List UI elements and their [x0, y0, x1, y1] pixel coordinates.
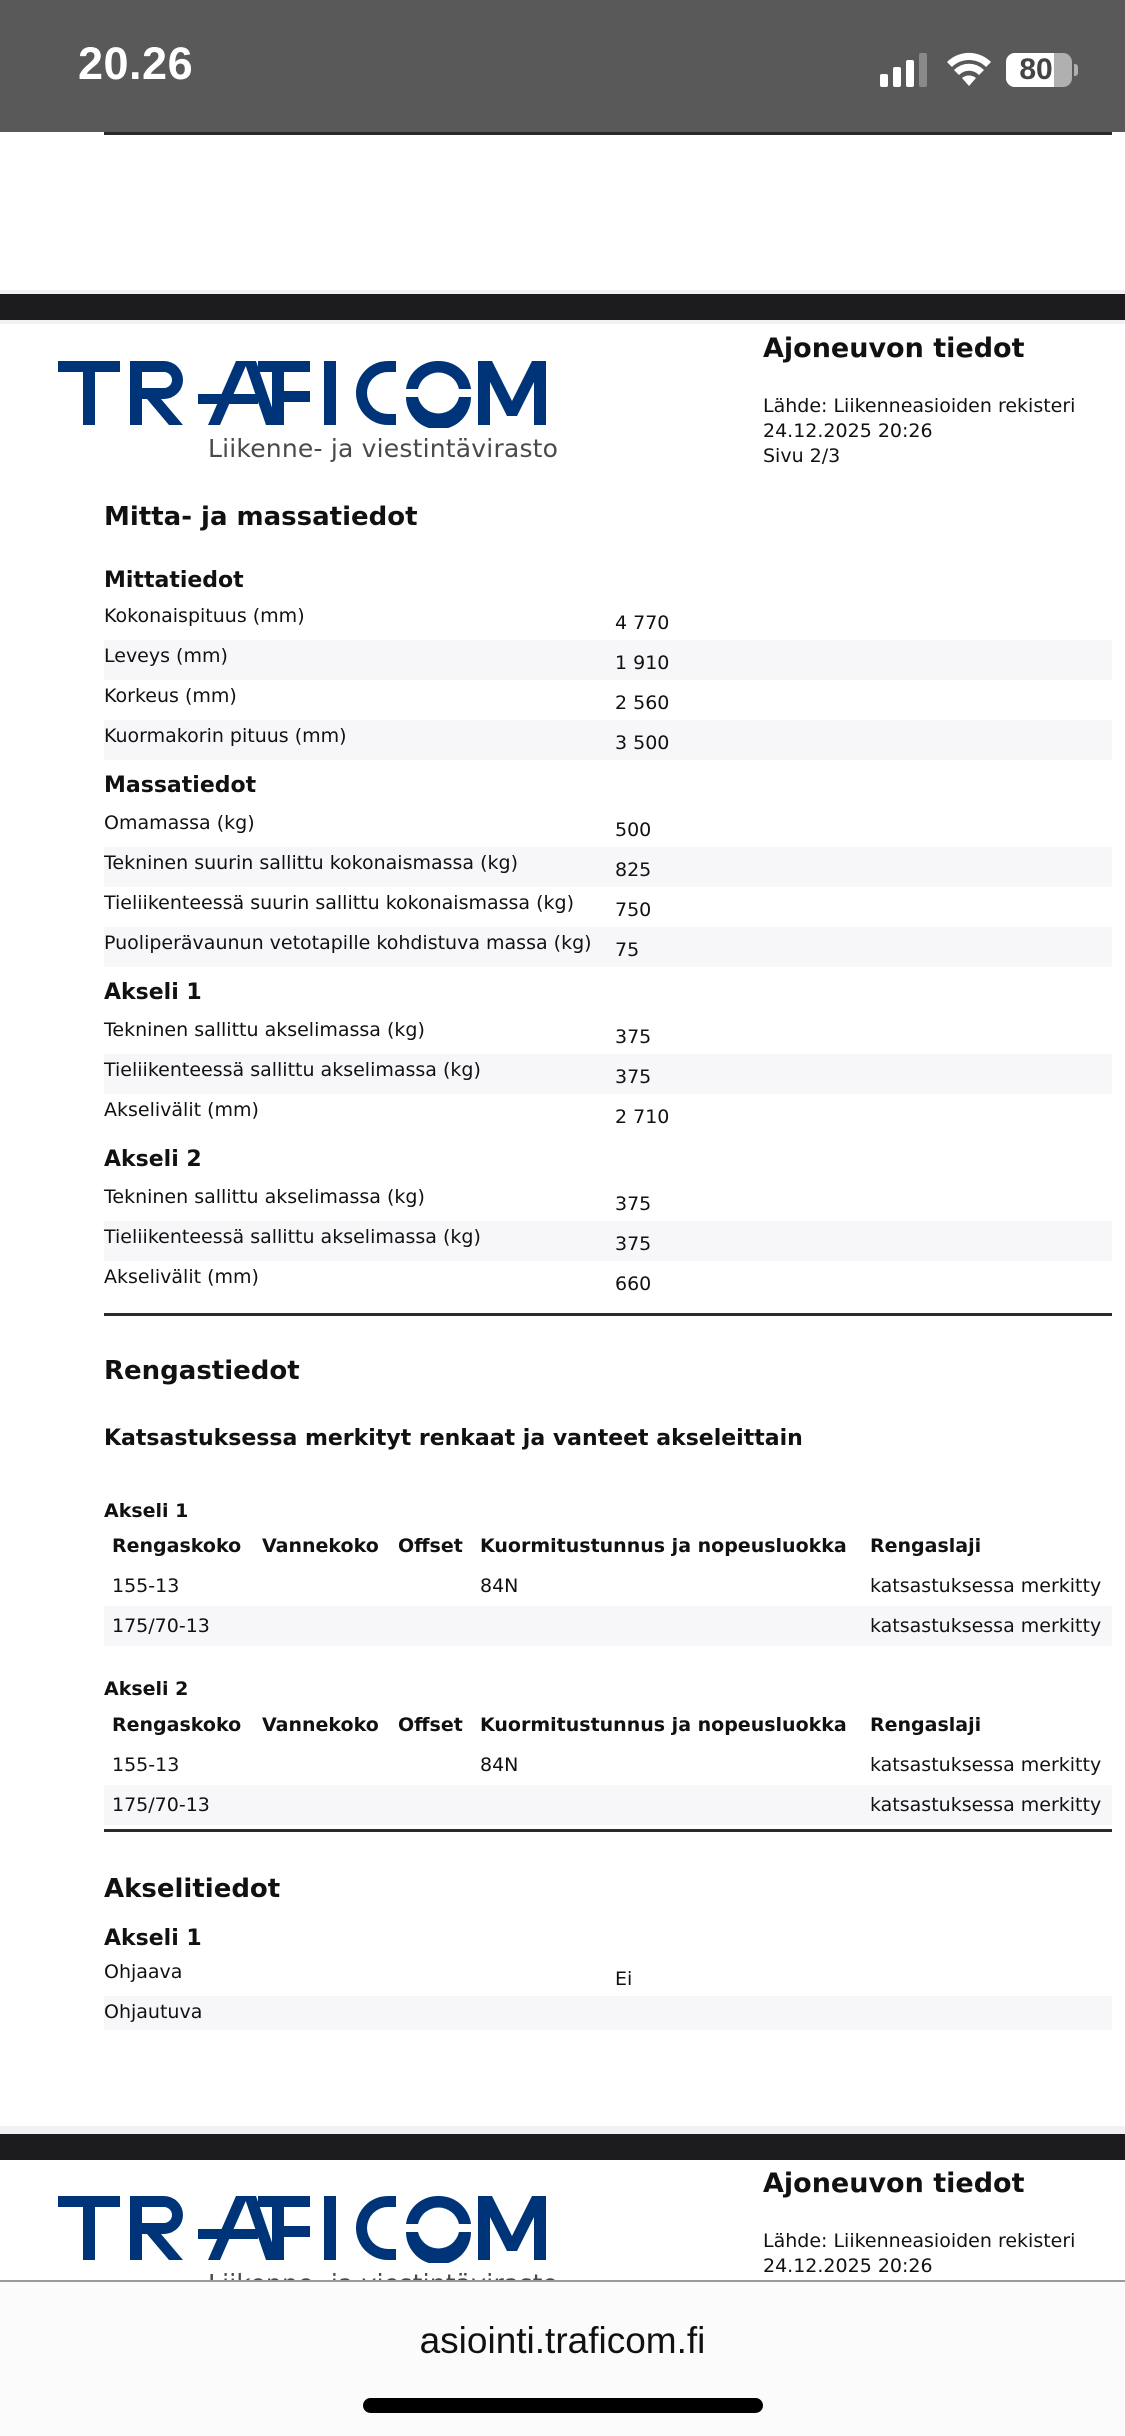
traficom-wordmark-icon [58, 358, 548, 428]
column-header: Rengaslaji [870, 1535, 982, 1557]
document-content [104, 502, 1112, 2030]
row-label: Kuormakorin pituus (mm) [104, 725, 347, 747]
row-value: 375 [615, 1193, 652, 1215]
cell [254, 1566, 390, 1606]
page-separator [0, 2126, 1125, 2160]
data-row [104, 600, 1112, 640]
group-title: Akseli 1 [104, 980, 202, 1005]
data-row [104, 1054, 1112, 1094]
cell [390, 1785, 472, 1825]
cellular-signal-icon [880, 53, 932, 87]
column-header: Offset [398, 1714, 463, 1736]
row-label: Tekninen sallittu akselimassa (kg) [104, 1186, 425, 1208]
document-title: Ajoneuvon tiedot [763, 2168, 1025, 2199]
row-label: Tieliikenteessä sallittu akselimassa (kg) [104, 1226, 481, 1248]
section-title-mitta-massa: Mitta- ja massatiedot [104, 502, 418, 532]
column-header: Rengaskoko [112, 1714, 242, 1736]
data-row [104, 1181, 1112, 1221]
data-row [104, 1014, 1112, 1054]
cell: 84N [480, 1754, 519, 1776]
row-label: Kokonaispituus (mm) [104, 605, 305, 627]
row-label: Tekninen sallittu akselimassa (kg) [104, 1019, 425, 1041]
data-row [104, 1261, 1112, 1301]
row-label: Puoliperävaunun vetotapille kohdistuva massa (kg) [104, 932, 592, 954]
document-header-next-page [763, 2168, 1075, 2279]
data-row [104, 680, 1112, 720]
axle-title: Akseli 1 [104, 1500, 189, 1522]
group-title: Akseli 2 [104, 1147, 202, 1172]
table-header-row [104, 1705, 1112, 1745]
battery-percent: 80 [1019, 53, 1053, 86]
row-label: Korkeus (mm) [104, 685, 237, 707]
table-row [104, 1566, 1112, 1606]
group-title: Massatiedot [104, 773, 257, 798]
row-label: Ohjautuva [104, 2001, 203, 2023]
column-header: Kuormitustunnus ja nopeusluokka [480, 1714, 847, 1736]
previous-page-rule [104, 132, 1112, 135]
status-time: 20.26 [78, 38, 194, 89]
row-label: Akselivälit (mm) [104, 1266, 259, 1288]
cell [472, 1785, 862, 1825]
row-value: 825 [615, 859, 652, 881]
cell: 175/70-13 [104, 1606, 254, 1646]
cell [254, 1745, 390, 1785]
cell: 84N [480, 1575, 519, 1597]
data-row [104, 887, 1112, 927]
data-row [104, 1221, 1112, 1261]
row-label: Leveys (mm) [104, 645, 228, 667]
section-subtitle: Katsastuksessa merkityt renkaat ja vanteet akseleittain [104, 1426, 803, 1451]
home-indicator[interactable] [363, 2398, 763, 2413]
row-label: Ohjaava [104, 1961, 183, 1983]
data-row [104, 807, 1112, 847]
row-label: Omamassa (kg) [104, 812, 255, 834]
cell [390, 1606, 472, 1646]
row-value: 375 [615, 1233, 652, 1255]
cell [254, 1785, 390, 1825]
document-source: Lähde: Liikenneasioiden rekisteri [763, 2230, 1076, 2252]
cell: katsastuksessa merkitty [870, 1754, 1102, 1776]
document-title: Ajoneuvon tiedot [763, 333, 1025, 364]
cell: katsastuksessa merkitty [862, 1606, 1112, 1646]
cell: katsastuksessa merkitty [862, 1785, 1112, 1825]
column-header: Rengaskoko [112, 1535, 242, 1557]
cell: 155-13 [112, 1754, 180, 1776]
cell [472, 1606, 862, 1646]
wifi-icon [946, 52, 992, 88]
data-row [104, 1094, 1112, 1134]
section-title-akselitiedot: Akselitiedot [104, 1874, 281, 1904]
row-label: Tieliikenteessä sallittu akselimassa (kg) [104, 1059, 481, 1081]
column-header: Offset [398, 1535, 463, 1557]
cell [390, 1745, 472, 1785]
column-header: Vannekoko [262, 1714, 379, 1736]
row-value: Ei [615, 1968, 633, 1990]
browser-bottom-bar [0, 2280, 1125, 2436]
table-header-row [104, 1526, 1112, 1566]
cell [254, 1606, 390, 1646]
battery-icon [1006, 53, 1078, 87]
column-header: Vannekoko [262, 1535, 379, 1557]
cell: 155-13 [112, 1575, 180, 1597]
address-bar-url[interactable]: asiointi.traficom.fi [419, 2320, 706, 2361]
page-separator [0, 290, 1125, 324]
traficom-wordmark-icon [58, 2193, 548, 2263]
traficom-logo [58, 358, 559, 463]
traficom-logo-next-page [58, 2193, 548, 2263]
row-value: 75 [615, 939, 640, 961]
row-value: 660 [615, 1273, 652, 1295]
table-row [104, 1745, 1112, 1785]
row-label: Tieliikenteessä suurin sallittu kokonaismassa (kg) [104, 892, 574, 914]
data-row [104, 640, 1112, 680]
axle-title: Akseli 1 [104, 1926, 202, 1951]
tire-table-axle-2 [104, 1705, 1112, 1825]
row-value: 500 [615, 819, 652, 841]
column-header: Kuormitustunnus ja nopeusluokka [480, 1535, 847, 1557]
cell: katsastuksessa merkitty [870, 1575, 1102, 1597]
row-value: 4 770 [615, 612, 670, 634]
row-value: 750 [615, 899, 652, 921]
table-row [104, 1785, 1112, 1825]
row-value: 1 910 [615, 652, 670, 674]
cell [390, 1566, 472, 1606]
tire-table-axle-1 [104, 1526, 1112, 1646]
document-datetime: 24.12.2025 20:26 [763, 420, 933, 442]
logo-tagline: Liikenne- ja viestintävirasto [208, 434, 559, 463]
row-label: Tekninen suurin sallittu kokonaismassa (kg) [104, 852, 519, 874]
data-row [104, 1996, 1112, 2030]
row-label: Akselivälit (mm) [104, 1099, 259, 1121]
table-row [104, 1606, 1112, 1646]
row-value: 2 560 [615, 692, 670, 714]
cell: 175/70-13 [104, 1785, 254, 1825]
data-row [104, 720, 1112, 760]
section-title-rengastiedot: Rengastiedot [104, 1356, 300, 1386]
column-header: Rengaslaji [870, 1714, 982, 1736]
row-value: 2 710 [615, 1106, 670, 1128]
data-row [104, 847, 1112, 887]
document-datetime: 24.12.2025 20:26 [763, 2255, 933, 2277]
axle-title: Akseli 2 [104, 1678, 189, 1700]
data-row [104, 927, 1112, 967]
document-source: Lähde: Liikenneasioiden rekisteri [763, 395, 1076, 417]
row-value: 3 500 [615, 732, 670, 754]
status-icons [880, 50, 1078, 90]
document-header [763, 333, 1075, 469]
group-title: Mittatiedot [104, 568, 244, 593]
data-row [104, 1956, 1112, 1996]
row-value: 375 [615, 1026, 652, 1048]
row-value: 375 [615, 1066, 652, 1088]
status-bar [0, 0, 1125, 132]
page-number: Sivu 2/3 [763, 445, 841, 467]
